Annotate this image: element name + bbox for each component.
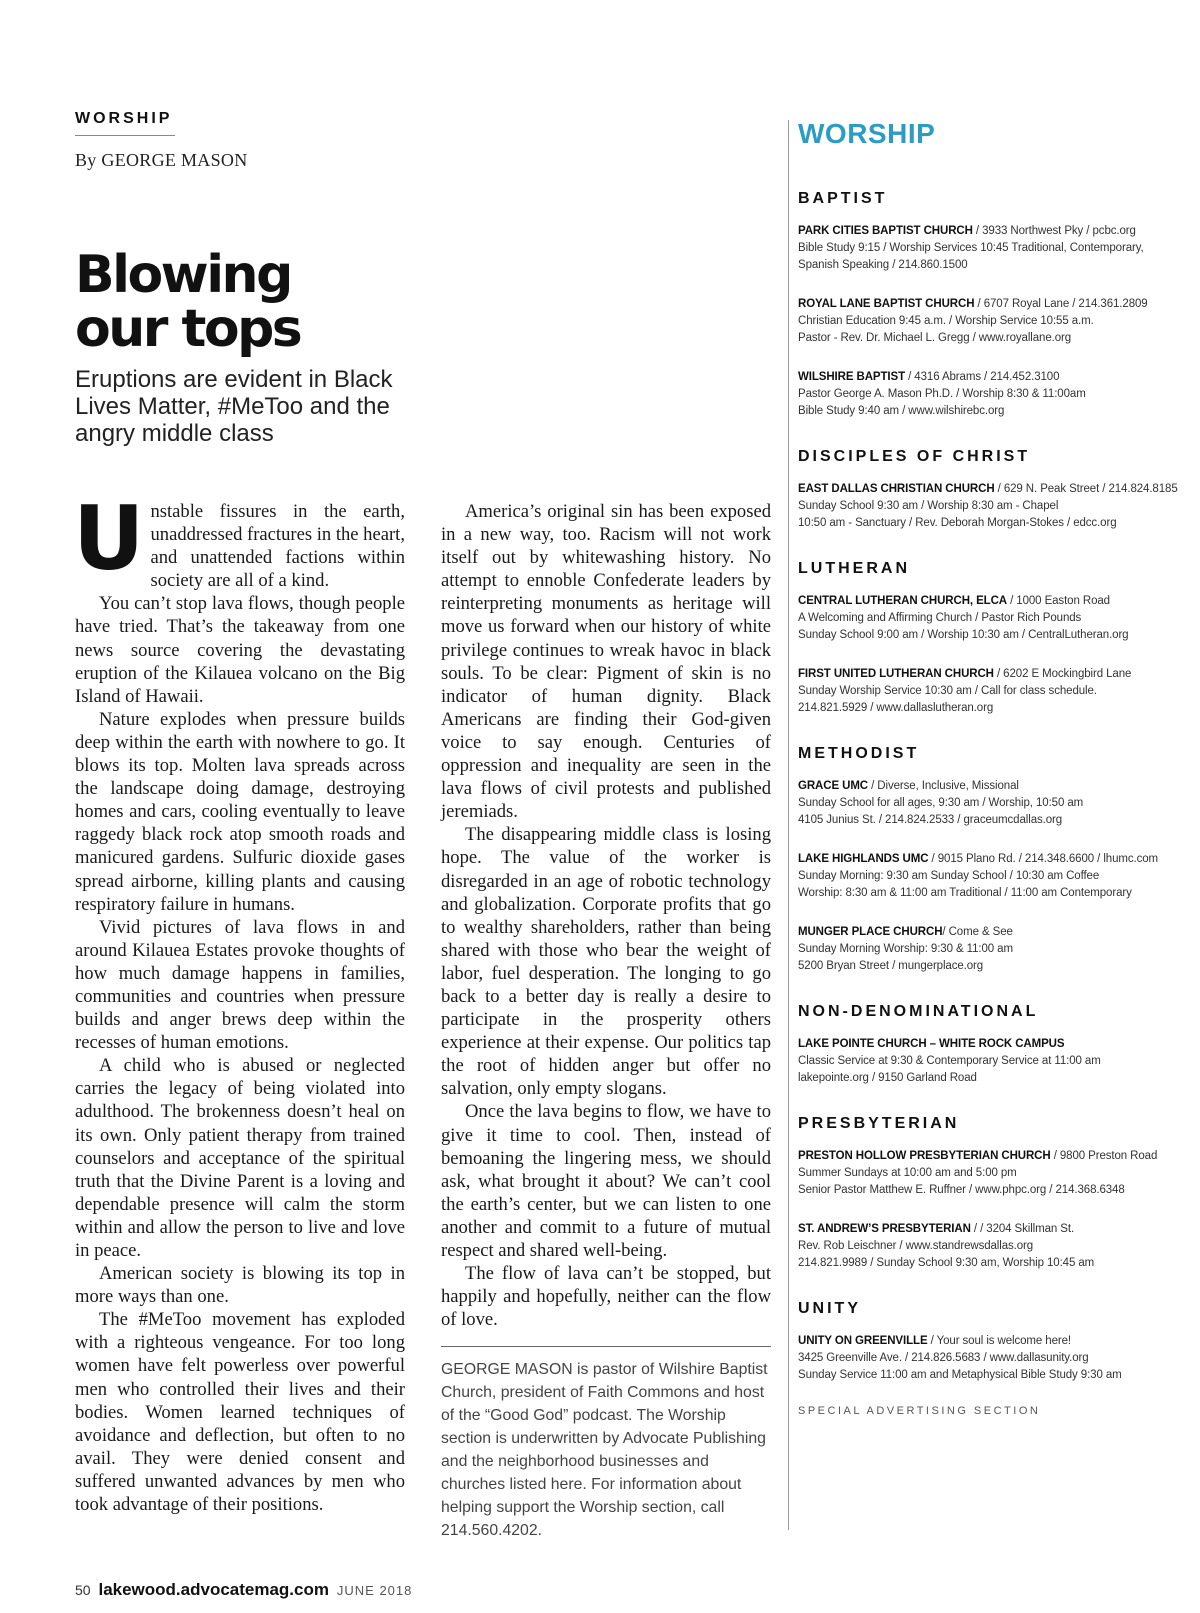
church-name: EAST DALLAS CHRISTIAN CHURCH — [798, 483, 995, 495]
paragraph — [75, 592, 405, 707]
listing-line — [798, 296, 1178, 313]
site-link[interactable]: lakewood.advocatemag.com — [98, 1580, 329, 1599]
listing-line — [798, 778, 1178, 795]
listing-line: Christian Education 9:45 a.m. / Worship Service 10:55 a.m. — [798, 315, 1094, 327]
church-listing — [798, 1148, 1178, 1199]
listing-line: Sunday Service 11:00 am and Metaphysical Bible Study 9:30 am — [798, 1369, 1122, 1381]
church-details: / 629 N. Peak Street / 214.824.8185 — [994, 483, 1178, 495]
denomination-group — [798, 1300, 1178, 1384]
church-listing — [798, 1333, 1178, 1384]
denomination-heading: METHODIST — [798, 745, 920, 762]
listing-line: Summer Sundays at 10:00 am and 5:00 pm — [798, 1167, 1017, 1179]
denomination-heading: DISCIPLES OF CHRIST — [798, 448, 1031, 465]
listing-line: 214.821.9989 / Sunday School 9:30 am, Worship 10:45 am — [798, 1257, 1095, 1269]
church-name: FIRST UNITED LUTHERAN CHURCH — [798, 668, 994, 680]
church-name: LAKE POINTE CHURCH – WHITE ROCK CAMPUS — [798, 1038, 1065, 1050]
church-details: / / 3204 Skillman St. — [970, 1223, 1075, 1235]
paragraph-text: The flow of lava can’t be stopped, but happily and hopefully, neither can the flow of love. — [441, 1263, 771, 1331]
church-name: GRACE UMC — [798, 780, 869, 792]
church-name: UNITY ON GREENVILLE — [798, 1335, 928, 1347]
headline: Blowing our tops — [75, 245, 301, 359]
paragraph — [73, 487, 405, 592]
paragraph-text: Once the lava begins to flow, we have to give it time to cool. Then, instead of bemoaning the lingering mess, we should ask, what brought it about? We can’t cool the earth’s center, but we can listen to one another and commit to a future of mutual respect and shared well-being. — [441, 1101, 771, 1261]
church-listing — [798, 851, 1178, 902]
denomination-group — [798, 1115, 1178, 1272]
listing-line — [798, 1036, 1178, 1053]
directory-title: WORSHIP — [798, 118, 936, 149]
listing-line: lakepointe.org / 9150 Garland Road — [798, 1072, 977, 1084]
paragraph-text: You can’t stop lava flows, though people have tried. That’s the takeaway from one news source covering the devastating eruption of the Kilauea volcano on the Big Island of Hawaii. — [75, 593, 405, 707]
church-details: / 9015 Plano Rd. / 214.348.6600 / lhumc.com — [928, 853, 1159, 865]
listing-line — [798, 851, 1178, 868]
paragraph — [441, 1262, 771, 1331]
church-name: LAKE HIGHLANDS UMC — [798, 853, 929, 865]
paragraph-text: A child who is abused or neglected carries the legacy of being violated into adulthood. The brokenness doesn’t heal on its own. Only patient therapy from trained counselors and acceptance of the spiritual truth that the Divine Parent is a loving and dependable presence will calm the storm within and allow the person to live and love in peace. — [75, 1055, 405, 1261]
bio-divider — [441, 1346, 771, 1347]
paragraph-text: The disappearing middle class is losing hope. The value of the worker is disregarded in an age of robotic technology and globalization. Corporate profits that go to wealthy shareholders, rather than being shared with those who bear the weight of labor, fuel desperation. The longing to go back to a better day is really a desire to participate in the prosperity others experience at their expense. Our politics tap the root of hidden anger but offer no salvation, only empty slogans. — [441, 824, 771, 1100]
church-name: WILSHIRE BAPTIST — [798, 371, 906, 383]
listing-line: 4105 Junius St. / 214.824.2533 / graceumcdallas.org — [798, 814, 1063, 826]
church-name: CENTRAL LUTHERAN CHURCH, ELCA — [798, 595, 1007, 607]
denomination-heading: NON-DENOMINATIONAL — [798, 1003, 1039, 1020]
church-listing — [798, 296, 1178, 347]
listing-line — [798, 369, 1178, 386]
church-listing — [798, 666, 1178, 717]
listing-line: Bible Study 9:15 / Worship Services 10:45 Traditional, Contemporary, — [798, 242, 1144, 254]
worship-directory — [798, 118, 1178, 1412]
denomination-group — [798, 448, 1178, 532]
paragraph-text: Vivid pictures of lava flows in and around Kilauea Estates provoke thoughts of how much damage happens in families, communities and countries when pressure builds and anger brews deep within the recesses of human emotions. — [75, 916, 405, 1054]
listing-line: Spanish Speaking / 214.860.1500 — [798, 259, 968, 271]
church-name: PARK CITIES BAPTIST CHURCH — [798, 225, 973, 237]
denomination-group — [798, 745, 1178, 975]
paragraph-text: The #MeToo movement has exploded with a righteous vengeance. For too long women have felt powerless over powerful men who controlled their lives and their bodies. Women learned techniques of avoidance and deflection, but often to no avail. They were denied consent and suffered unwanted advances by men who took advantage of their positions. — [75, 1309, 405, 1516]
paragraph — [75, 708, 405, 916]
church-details: / 9800 Preston Road — [1050, 1150, 1158, 1162]
listing-line — [798, 593, 1178, 610]
church-listing — [798, 1221, 1178, 1272]
church-name: ROYAL LANE BAPTIST CHURCH — [798, 298, 975, 310]
listing-line — [798, 924, 1178, 941]
church-details: / Diverse, Inclusive, Missional — [868, 780, 1019, 792]
page-footer — [75, 1580, 412, 1600]
deck: Eruptions are evident in Black Lives Matter, #MeToo and the angry middle class — [75, 366, 393, 447]
section-rule — [75, 135, 175, 136]
church-name: PRESTON HOLLOW PRESBYTERIAN CHURCH — [798, 1150, 1051, 1162]
paragraph — [75, 1262, 405, 1308]
church-listing — [798, 369, 1178, 420]
denomination-group — [798, 560, 1178, 717]
church-listing — [798, 223, 1178, 274]
listing-line: 3425 Greenville Ave. / 214.826.5683 / www.dallasunity.org — [798, 1352, 1089, 1364]
listing-line: 5200 Bryan Street / mungerplace.org — [798, 960, 984, 972]
church-details: / 4316 Abrams / 214.452.3100 — [905, 371, 1060, 383]
listing-line: Sunday School for all ages, 9:30 am / Worship, 10:50 am — [798, 797, 1084, 809]
directory-groups — [798, 190, 1178, 1384]
listing-line: Sunday Morning Worship: 9:30 & 11:00 am — [798, 943, 1013, 955]
sidebar-divider — [788, 120, 789, 1530]
listing-line: Bible Study 9:40 am / www.wilshirebc.org — [798, 405, 1005, 417]
church-listing — [798, 924, 1178, 975]
listing-line: A Welcoming and Affirming Church / Pastor Rich Pounds — [798, 612, 1082, 624]
church-listing — [798, 593, 1178, 644]
church-details: / 6707 Royal Lane / 214.361.2809 — [974, 298, 1148, 310]
drop-cap: U — [73, 487, 145, 590]
listing-line: Sunday Worship Service 10:30 am / Call for class schedule. — [798, 685, 1097, 697]
church-details: / 3933 Northwest Pky / pcbc.org — [972, 225, 1136, 237]
listing-line: Pastor - Rev. Dr. Michael L. Gregg / www.royallane.org — [798, 332, 1072, 344]
article-column-1 — [73, 487, 405, 1516]
paragraph — [75, 1308, 405, 1516]
listing-line: Classic Service at 9:30 & Contemporary Service at 11:00 am — [798, 1055, 1101, 1067]
paragraph — [441, 1100, 771, 1262]
church-name: ST. ANDREW’S PRESBYTERIAN — [798, 1223, 971, 1235]
paragraph — [441, 823, 771, 1100]
denomination-heading: LUTHERAN — [798, 560, 910, 577]
article-column-2 — [441, 500, 771, 1331]
paragraph-text: nstable fissures in the earth, unaddressed fractures in the heart, and unattended factions within society are all of a kind. — [150, 501, 405, 592]
denomination-group — [798, 1003, 1178, 1087]
listing-line: Senior Pastor Matthew E. Ruffner / www.phpc.org / 214.368.6348 — [798, 1184, 1125, 1196]
paragraph-text: Nature explodes when pressure builds deep within the earth with nowhere to go. It blows its top. Molten lava spreads across the landscape doing damage, destroying homes and cars, cooling eventually to leave raggedy black rock atop smooth roads and manicured gardens. Sulfuric dioxide gases spread airborne, killing plants and causing respiratory failure in humans. — [75, 708, 405, 915]
page-number: 50 — [75, 1582, 91, 1598]
church-listing — [798, 778, 1178, 829]
paragraph-text: American society is blowing its top in more ways than one. — [75, 1263, 405, 1308]
paragraph — [75, 1054, 405, 1262]
listing-line: 214.821.5929 / www.dallaslutheran.org — [798, 702, 994, 714]
listing-line — [798, 223, 1178, 240]
listing-line — [798, 1148, 1178, 1165]
paragraph — [441, 500, 771, 823]
church-details: / Come & See — [942, 926, 1013, 938]
listing-line: Worship: 8:30 am & 11:00 am Traditional / 11:00 am Contemporary — [798, 887, 1132, 899]
listing-line — [798, 666, 1178, 683]
byline: By GEORGE MASON — [75, 150, 248, 170]
listing-line — [798, 481, 1178, 498]
church-details: / 6202 E Mockingbird Lane — [993, 668, 1132, 680]
denomination-group — [798, 190, 1178, 420]
issue-date: JUNE 2018 — [336, 1583, 413, 1598]
church-listing — [798, 1036, 1178, 1087]
church-listing — [798, 481, 1178, 532]
listing-line: Sunday School 9:00 am / Worship 10:30 am / CentralLutheran.org — [798, 629, 1129, 641]
church-name: MUNGER PLACE CHURCH — [798, 926, 943, 938]
paragraph-text: America’s original sin has been exposed in a new way, too. Racism will not work itself out by whitewashing history. No attempt to ennoble Confederate leaders by reinterpreting monuments as heritage will move us forward when our history of white privilege continues to wreak havoc in black souls. To be clear: Pigment of skin is no indicator of human dignity. Black Americans are finding their God-given voice to say enough. Centuries of oppression and inequality are seen in the lava flows of civil protests and published jeremiads. — [441, 501, 771, 823]
section-label: WORSHIP — [75, 110, 173, 127]
listing-line: Sunday Morning: 9:30 am Sunday School / 10:30 am Coffee — [798, 870, 1100, 882]
listing-line: Pastor George A. Mason Ph.D. / Worship 8:30 & 11:00am — [798, 388, 1086, 400]
church-details: / 1000 Easton Road — [1007, 595, 1110, 607]
paragraph — [75, 916, 405, 1055]
listing-line: 10:50 am - Sanctuary / Rev. Deborah Morgan-Stokes / edcc.org — [798, 517, 1117, 529]
church-details: / Your soul is welcome here! — [927, 1335, 1071, 1347]
listing-line: Rev. Rob Leischner / www.standrewsdallas.org — [798, 1240, 1034, 1252]
denomination-heading: BAPTIST — [798, 190, 888, 207]
author-bio: GEORGE MASON is pastor of Wilshire Baptist Church, president of Faith Commons and host of the “Good God” podcast. The Worship section is underwritten by Advocate Publishing and the neighborhood businesses and churches listed here. For information about helping support the Worship section, call 214.560.4202. — [441, 1361, 768, 1539]
listing-line: Sunday School 9:30 am / Worship 8:30 am - Chapel — [798, 500, 1059, 512]
listing-line — [798, 1333, 1178, 1350]
special-advertising-label: SPECIAL ADVERTISING SECTION — [798, 1405, 1041, 1417]
listing-line — [798, 1221, 1178, 1238]
denomination-heading: UNITY — [798, 1300, 861, 1317]
denomination-heading: PRESBYTERIAN — [798, 1115, 960, 1132]
